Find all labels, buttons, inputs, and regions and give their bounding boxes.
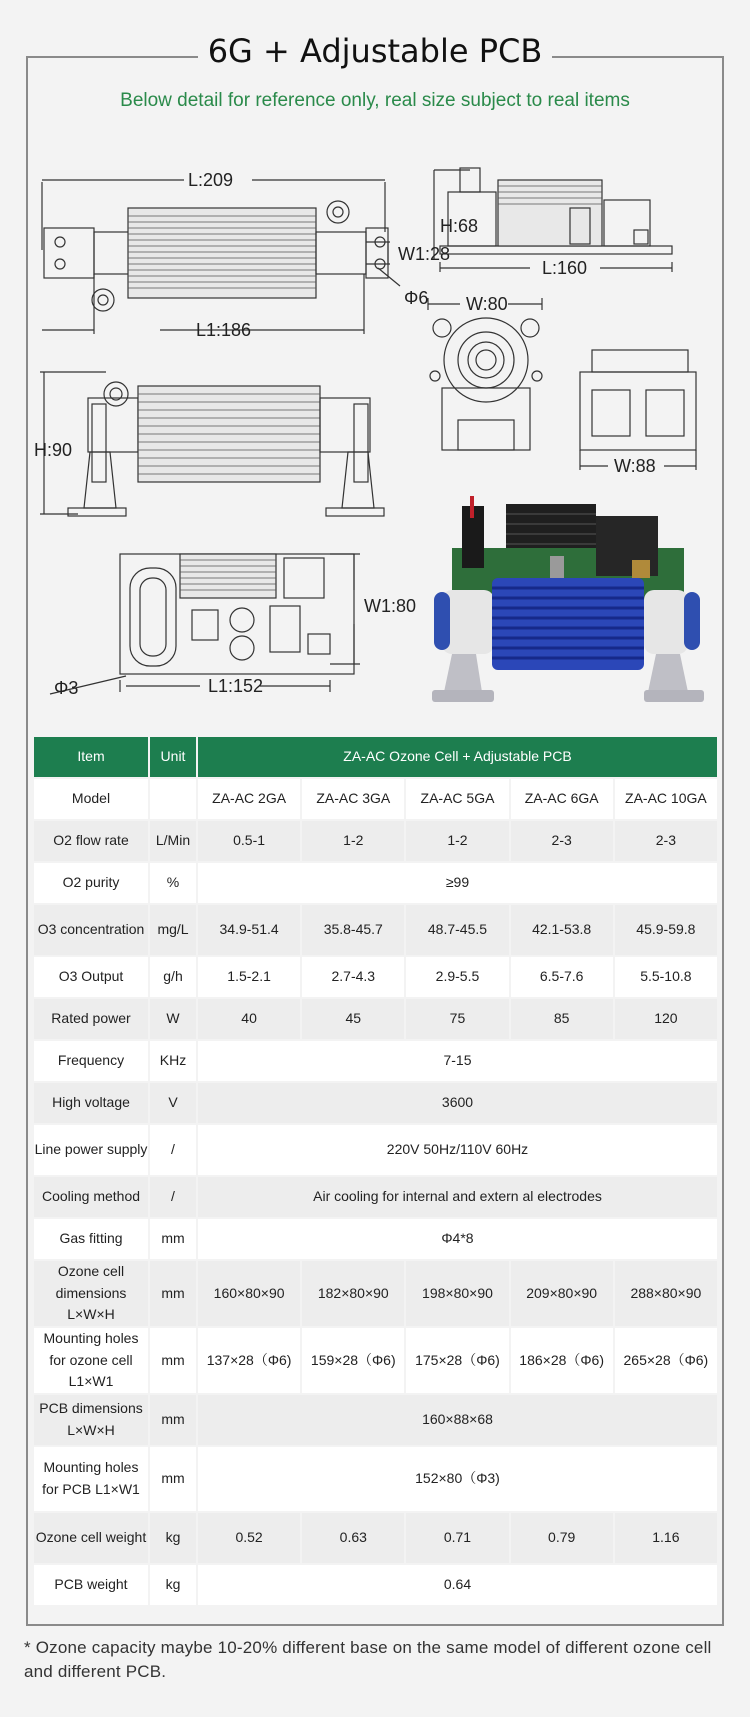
row-value-cell: 0.52 [198, 1513, 300, 1563]
row-value-cell: 1.16 [615, 1513, 717, 1563]
row-value-cell: 159×28（Φ6) [302, 1328, 404, 1393]
row-value-cell: ZA-AC 6GA [511, 779, 613, 819]
row-unit-cell: V [150, 1083, 196, 1123]
dim-h68: H:68 [440, 216, 479, 236]
row-merged-value-cell: 0.64 [198, 1565, 717, 1605]
row-item-cell: PCB weight [34, 1565, 148, 1605]
header-item: Item [34, 737, 148, 777]
page-subtitle: Below detail for reference only, real size subject to real items [120, 90, 630, 111]
row-unit-cell: KHz [150, 1041, 196, 1081]
dim-w80: W:80 [466, 294, 508, 314]
row-value-cell: 265×28（Φ6) [615, 1328, 717, 1393]
row-value-cell: 186×28（Φ6) [511, 1328, 613, 1393]
row-unit-cell: g/h [150, 957, 196, 997]
table-row [34, 1177, 717, 1217]
row-merged-value-cell: 160×88×68 [198, 1395, 717, 1445]
row-merged-value-cell: 220V 50Hz/110V 60Hz [198, 1125, 717, 1175]
row-item-cell: O2 purity [34, 863, 148, 903]
product-photo [432, 496, 704, 706]
row-value-cell: 0.5-1 [198, 821, 300, 861]
table-row [34, 863, 717, 903]
row-item-cell: High voltage [34, 1083, 148, 1123]
row-item-cell: Ozone cell weight [34, 1513, 148, 1563]
row-merged-value-cell: Air cooling for internal and extern al electrodes [198, 1177, 717, 1217]
cell-top-view [42, 180, 400, 334]
table-row [34, 779, 717, 819]
row-merged-value-cell: Φ4*8 [198, 1219, 717, 1259]
table-row [34, 1125, 717, 1175]
table-row [34, 1083, 717, 1123]
row-merged-value-cell: 7-15 [198, 1041, 717, 1081]
row-item-cell: Mounting holes for ozone cell L1×W1 [34, 1328, 148, 1393]
row-item-cell: PCB dimensions L×W×H [34, 1395, 148, 1445]
row-item-cell: Rated power [34, 999, 148, 1039]
row-item-cell: Model [34, 779, 148, 819]
header-unit: Unit [150, 737, 196, 777]
header-group: ZA-AC Ozone Cell + Adjustable PCB [198, 737, 717, 777]
row-value-cell: 2-3 [615, 821, 717, 861]
row-value-cell: 1.5-2.1 [198, 957, 300, 997]
row-unit-cell: % [150, 863, 196, 903]
row-value-cell: ZA-AC 3GA [302, 779, 404, 819]
row-value-cell: 288×80×90 [615, 1261, 717, 1326]
pcb-top-view [50, 554, 360, 694]
row-value-cell: 0.79 [511, 1513, 613, 1563]
row-value-cell: 35.8-45.7 [302, 905, 404, 955]
cell-end-view [428, 298, 542, 450]
row-unit-cell: mm [150, 1328, 196, 1393]
row-value-cell: 1-2 [406, 821, 508, 861]
row-value-cell: 2-3 [511, 821, 613, 861]
row-value-cell: 198×80×90 [406, 1261, 508, 1326]
row-item-cell: Gas fitting [34, 1219, 148, 1259]
row-value-cell: 40 [198, 999, 300, 1039]
row-value-cell: 48.7-45.5 [406, 905, 508, 955]
table-row [34, 999, 717, 1039]
row-unit-cell: mm [150, 1219, 196, 1259]
row-value-cell: 6.5-7.6 [511, 957, 613, 997]
page-title-wrap [0, 32, 750, 70]
row-unit-cell [150, 779, 196, 819]
row-value-cell: 5.5-10.8 [615, 957, 717, 997]
pcb-end-view [580, 350, 696, 470]
row-value-cell: 1-2 [302, 821, 404, 861]
row-item-cell: Cooling method [34, 1177, 148, 1217]
row-unit-cell: W [150, 999, 196, 1039]
row-value-cell: ZA-AC 2GA [198, 779, 300, 819]
dim-phi3: Φ3 [54, 678, 79, 698]
dim-w1-28: W1:28 [398, 244, 451, 264]
table-row [34, 1041, 717, 1081]
row-item-cell: Mounting holes for PCB L1×W1 [34, 1447, 148, 1511]
row-unit-cell: mm [150, 1395, 196, 1445]
page-title: 6G + Adjustable PCB [198, 32, 553, 70]
row-unit-cell: kg [150, 1565, 196, 1605]
table-row [34, 905, 717, 955]
row-item-cell: O3 concentration [34, 905, 148, 955]
table-row [34, 1328, 717, 1393]
table-row [34, 821, 717, 861]
table-row [34, 1513, 717, 1563]
row-item-cell: Frequency [34, 1041, 148, 1081]
table-row [34, 1219, 717, 1259]
spec-table-body [34, 779, 717, 1605]
row-item-cell: Line power supply [34, 1125, 148, 1175]
row-value-cell: 209×80×90 [511, 1261, 613, 1326]
table-row [34, 1447, 717, 1511]
row-value-cell: 45 [302, 999, 404, 1039]
dim-l1-186: L1:186 [196, 320, 252, 340]
dim-w1-80: W1:80 [364, 596, 417, 616]
spec-table [32, 735, 719, 1607]
row-value-cell: ZA-AC 5GA [406, 779, 508, 819]
row-unit-cell: mg/L [150, 905, 196, 955]
row-value-cell: 182×80×90 [302, 1261, 404, 1326]
row-merged-value-cell: ≥99 [198, 863, 717, 903]
row-unit-cell: mm [150, 1261, 196, 1326]
row-item-cell: O2 flow rate [34, 821, 148, 861]
row-value-cell: 120 [615, 999, 717, 1039]
row-value-cell: 75 [406, 999, 508, 1039]
row-value-cell: 175×28（Φ6) [406, 1328, 508, 1393]
row-value-cell: 160×80×90 [198, 1261, 300, 1326]
row-value-cell: 2.9-5.5 [406, 957, 508, 997]
cell-front-view [40, 372, 384, 516]
table-row [34, 1565, 717, 1605]
row-value-cell: 34.9-51.4 [198, 905, 300, 955]
row-value-cell: 0.63 [302, 1513, 404, 1563]
dim-w88: W:88 [614, 456, 656, 476]
dim-l160: L:160 [542, 258, 588, 278]
row-value-cell: ZA-AC 10GA [615, 779, 717, 819]
row-value-cell: 42.1-53.8 [511, 905, 613, 955]
footnote: * Ozone capacity maybe 10-20% different base on the same model of different ozone cell and different PCB. [24, 1638, 712, 1681]
row-unit-cell: L/Min [150, 821, 196, 861]
table-row [34, 957, 717, 997]
dim-phi6: Φ6 [404, 288, 429, 308]
row-unit-cell: kg [150, 1513, 196, 1563]
row-value-cell: 0.71 [406, 1513, 508, 1563]
row-item-cell: O3 Output [34, 957, 148, 997]
dim-l1-152: L1:152 [208, 676, 264, 696]
dim-h90: H:90 [34, 440, 73, 460]
row-unit-cell: / [150, 1125, 196, 1175]
row-item-cell: Ozone cell dimensions L×W×H [34, 1261, 148, 1326]
row-merged-value-cell: 3600 [198, 1083, 717, 1123]
table-row [34, 1395, 717, 1445]
row-value-cell: 85 [511, 999, 613, 1039]
row-value-cell: 45.9-59.8 [615, 905, 717, 955]
table-row [34, 1261, 717, 1326]
row-unit-cell: / [150, 1177, 196, 1217]
dim-l209: L:209 [188, 170, 234, 190]
row-merged-value-cell: 152×80（Φ3) [198, 1447, 717, 1511]
row-unit-cell: mm [150, 1447, 196, 1511]
row-value-cell: 137×28（Φ6) [198, 1328, 300, 1393]
table-header-row [34, 737, 717, 777]
row-value-cell: 2.7-4.3 [302, 957, 404, 997]
